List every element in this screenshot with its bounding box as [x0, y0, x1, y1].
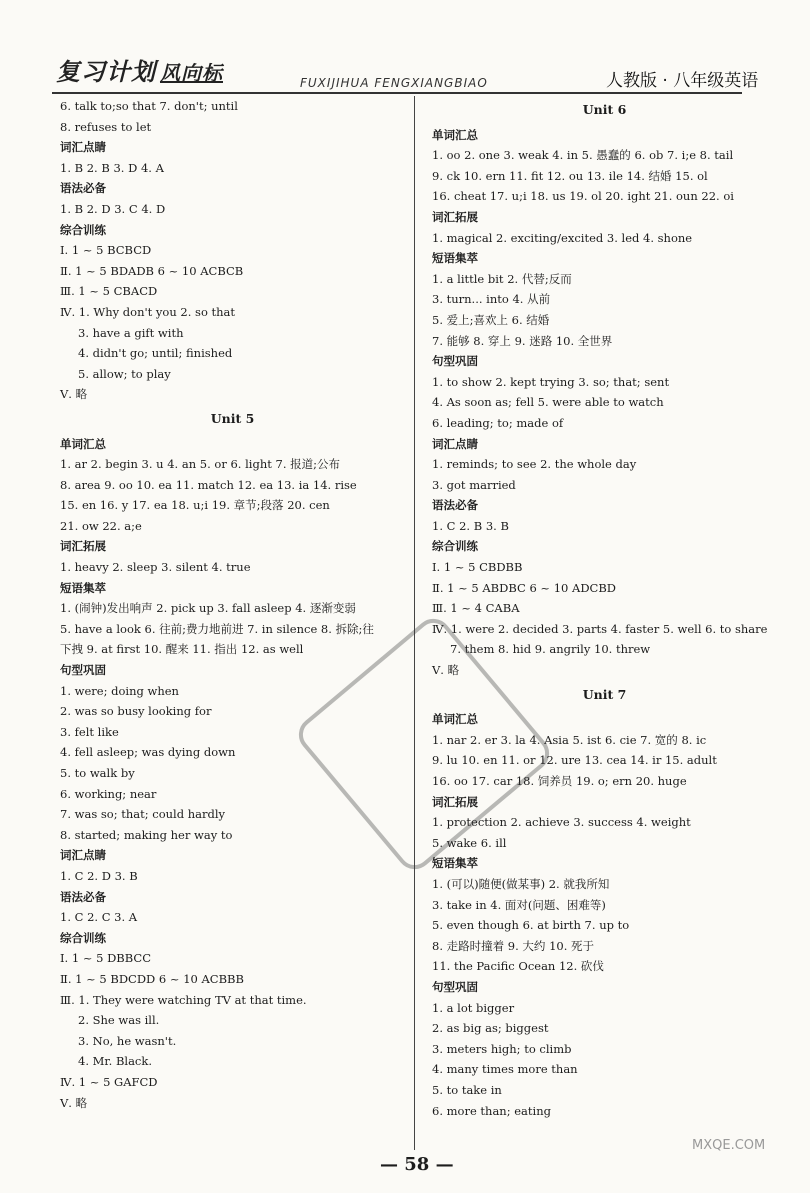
answer-line: Ⅴ. 略: [60, 387, 88, 402]
left-column: [60, 96, 405, 1113]
section-heading: 单词汇总: [432, 712, 478, 727]
answer-line: 8. refuses to let: [60, 119, 152, 134]
answer-line: 8. 走路时撞着 9. 大约 10. 死于: [432, 938, 595, 953]
unit-title: Unit 7: [582, 686, 627, 702]
unit-title: Unit 6: [582, 102, 627, 117]
logo-sub: 风向标: [160, 61, 223, 85]
answer-line: 3. felt like: [60, 724, 119, 739]
answer-line: 16. oo 17. car 18. 饲养员 19. o; ern 20. huge: [432, 774, 687, 788]
section-heading: 词汇点睛: [60, 848, 106, 863]
unit-title: Unit 5: [210, 410, 255, 426]
answer-line: 下拽 9. at first 10. 醒来 11. 指出 12. as well: [60, 642, 304, 657]
section-heading: 短语集萃: [60, 580, 106, 595]
answer-line: 11. the Pacific Ocean 12. 砍伐: [432, 959, 604, 974]
answer-line: 1. C 2. D 3. B: [60, 868, 138, 883]
answer-line: 4. fell asleep; was dying down: [60, 745, 236, 760]
answer-line: 3. No, he wasn't.: [78, 1033, 177, 1048]
answer-line: 3. got married: [432, 477, 516, 492]
pinyin-title: FUXIJIHUA FENGXIANGBIAO: [300, 76, 488, 90]
answer-line: 5. to take in: [432, 1082, 502, 1097]
section-heading: 单词汇总: [432, 127, 478, 142]
answer-line: 1. B 2. D 3. C 4. D: [60, 201, 166, 216]
answer-line: 4. many times more than: [432, 1062, 578, 1077]
section-heading: 短语集萃: [432, 251, 478, 266]
answer-line: 3. meters high; to climb: [432, 1041, 572, 1056]
answer-line: 5. have a look 6. 往前;费力地前进 7. in silence 8. 拆除;往: [60, 621, 374, 636]
answer-line: 1. protection 2. achieve 3. success 4. weight: [432, 815, 691, 830]
answer-line: Ⅳ. 1. Why don't you 2. so that: [60, 304, 236, 319]
answer-line: 1. magical 2. exciting/excited 3. led 4. shone: [432, 230, 693, 245]
answer-line: Ⅲ. 1 ~ 4 CABA: [432, 601, 520, 616]
answer-line: 1. were; doing when: [60, 683, 179, 698]
book-logo: [56, 52, 223, 87]
answer-line: 7. 能够 8. 穿上 9. 迷路 10. 全世界: [432, 333, 613, 348]
section-heading: 语法必备: [60, 889, 106, 904]
answer-line: 6. working; near: [60, 786, 157, 801]
answer-line: 1. nar 2. er 3. la 4. Asia 5. ist 6. cie 7. 宽的 8. ic: [432, 732, 707, 747]
answer-line: Ⅰ. 1 ~ 5 DBBCC: [60, 951, 152, 966]
section-heading: 单词汇总: [60, 436, 106, 451]
answer-line: 1. to show 2. kept trying 3. so; that; sent: [432, 374, 670, 389]
answer-line: 1. C 2. B 3. B: [432, 518, 509, 533]
answer-line: 1. oo 2. one 3. weak 4. in 5. 愚蠢的 6. ob 7. i;e 8. tail: [432, 148, 734, 163]
answer-line: 21. ow 22. a;e: [60, 518, 142, 533]
section-heading: 词汇点睛: [60, 140, 106, 155]
section-heading: 语法必备: [60, 181, 106, 196]
section-heading: 词汇拓展: [60, 539, 106, 554]
answer-line: 1. a lot bigger: [432, 1000, 515, 1015]
answer-line: 6. leading; to; made of: [432, 415, 564, 430]
answer-line: 2. She was ill.: [78, 1013, 160, 1028]
answer-line: Ⅴ. 略: [60, 1095, 88, 1110]
answer-line: 5. wake 6. ill: [432, 835, 507, 850]
answer-line: 3. turn... into 4. 从前: [432, 292, 551, 307]
section-heading: 短语集萃: [432, 856, 478, 871]
answer-line: 1. C 2. C 3. A: [60, 910, 138, 925]
answer-line: 9. ck 10. ern 11. fit 12. ou 13. ile 14. 结婚 15. ol: [432, 168, 708, 183]
answer-line: 4. didn't go; until; finished: [78, 346, 233, 361]
answer-line: Ⅲ. 1. They were watching TV at that time.: [60, 992, 307, 1007]
answer-line: Ⅰ. 1 ~ 5 CBDBB: [432, 560, 523, 575]
answer-line: 8. started; making her way to: [60, 827, 233, 842]
section-heading: 句型巩固: [432, 979, 478, 994]
answer-line: Ⅲ. 1 ~ 5 CBACD: [60, 284, 158, 299]
answer-line: 6. talk to;so that 7. don't; until: [60, 99, 238, 113]
answer-line: 1. (闹钟)发出响声 2. pick up 3. fall asleep 4. 逐渐变弱: [60, 601, 356, 616]
answer-line: 16. cheat 17. u;i 18. us 19. ol 20. ight 21. oun 22. oi: [432, 189, 734, 204]
answer-line: Ⅳ. 1 ~ 5 GAFCD: [60, 1074, 158, 1089]
section-heading: 综合训练: [432, 539, 478, 554]
column-divider: [414, 96, 415, 1150]
answer-line: 4. Mr. Black.: [78, 1054, 152, 1069]
answer-line: 3. have a gift with: [78, 325, 184, 340]
answer-line: 5. 爱上;喜欢上 6. 结婚: [432, 312, 550, 327]
answer-line: Ⅱ. 1 ~ 5 ABDBC 6 ~ 10 ADCBD: [432, 580, 617, 595]
answer-line: 2. was so busy looking for: [60, 704, 212, 719]
answer-line: 5. allow; to play: [78, 366, 171, 381]
page-header: [0, 0, 810, 96]
answer-line: 1. (可以)随便(做某事) 2. 就我所知: [432, 876, 610, 891]
answer-line: 8. area 9. oo 10. ea 11. match 12. ea 13. ia 14. rise: [60, 477, 357, 492]
answer-line: 9. lu 10. en 11. or 12. ure 13. cea 14. ir 15. adult: [432, 753, 717, 768]
answer-line: Ⅳ. 1. were 2. decided 3. parts 4. faster 5. well 6. to share: [432, 621, 768, 636]
site-watermark: MXQE.COM: [692, 1138, 766, 1153]
answer-line: 1. ar 2. begin 3. u 4. an 5. or 6. light 7. 报道;公布: [60, 457, 341, 472]
page-number: — 58 —: [380, 1154, 454, 1175]
answer-line: 4. As soon as; fell 5. were able to watch: [432, 395, 664, 410]
section-heading: 句型巩固: [432, 354, 478, 369]
section-heading: 语法必备: [432, 498, 478, 513]
answer-line: 5. to walk by: [60, 766, 135, 780]
section-heading: 词汇拓展: [432, 209, 478, 224]
answer-line: 7. was so; that; could hardly: [60, 807, 226, 822]
section-heading: 句型巩固: [60, 663, 106, 678]
answer-line: 7. them 8. hid 9. angrily 10. threw: [450, 642, 651, 657]
answer-line: 1. a little bit 2. 代替;反而: [432, 271, 572, 286]
answer-line: 1. heavy 2. sleep 3. silent 4. true: [60, 560, 251, 575]
logo-main: 复习计划: [56, 58, 156, 86]
edition-label: 人教版 · 八年级英语: [606, 71, 759, 91]
section-heading: 综合训练: [60, 222, 106, 237]
section-heading: 词汇点睛: [432, 436, 478, 451]
section-heading: 综合训练: [60, 930, 106, 945]
answer-line: Ⅱ. 1 ~ 5 BDADB 6 ~ 10 ACBCB: [60, 263, 244, 278]
answer-line: 5. even though 6. at birth 7. up to: [432, 918, 630, 933]
answer-line: 15. en 16. y 17. ea 18. u;i 19. 章节;段落 20. cen: [60, 498, 330, 513]
answer-line: 3. take in 4. 面对(问题、困难等): [432, 897, 606, 912]
answer-line: Ⅰ. 1 ~ 5 BCBCD: [60, 243, 152, 258]
answer-line: 6. more than; eating: [432, 1103, 551, 1118]
section-heading: 词汇拓展: [432, 794, 478, 809]
answer-line: Ⅱ. 1 ~ 5 BDCDD 6 ~ 10 ACBBB: [60, 971, 244, 986]
answer-line: 1. B 2. B 3. D 4. A: [60, 160, 164, 175]
header-rule: [52, 92, 742, 94]
answer-line: 2. as big as; biggest: [432, 1021, 549, 1036]
right-column: [432, 96, 777, 1121]
answer-line: 1. reminds; to see 2. the whole day: [432, 457, 637, 472]
answer-line: Ⅴ. 略: [432, 663, 460, 678]
